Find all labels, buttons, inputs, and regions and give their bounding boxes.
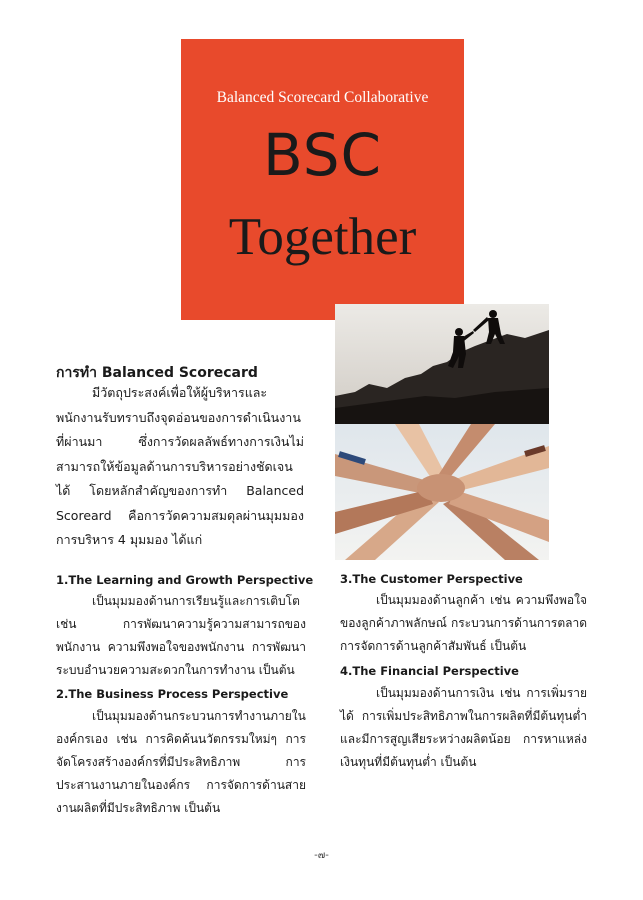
banner-subtitle: Balanced Scorecard Collaborative — [216, 89, 429, 106]
intro-paragraph: มีวัตถุประสงค์เพื่อให้ผู้บริหารและพนักงานรับทราบถึงจุดอ่อนของการดำเนินงานที่ผ่านมา ซึ่งการวัดผลลัพธ์ทางการเงินไม่สามารถให้ข้อมูลด้านการบริหารอย่างชัดเจนได้ โดยหลักสำคัญของการทำ Balanced Scoreard คือการวัดความสมดุลผ่านมุมมองการบริหาร 4 มุมมอง ได้แก่ — [56, 385, 304, 547]
climbers-photo — [335, 304, 549, 426]
section-1-body: เป็นมุมมองด้านการเรียนรู้และการเติบโต เช่น การพัฒนาความรู้ความสามารถของพนักงาน ความพึงพอใจของพนักงาน การพัฒนาระบบอำนวยความสะดวกในการทำงาน เป็นต้น — [56, 594, 306, 677]
section-2-title: 2.The Business Process Perspective — [56, 687, 289, 701]
section-4-title: 4.The Financial Perspective — [340, 664, 519, 678]
section-2-body: เป็นมุมมองด้านกระบวนการทำงานภายในองค์กรเอง เช่น การคิดค้นนวัตกรรมใหม่ๆ การจัดโครงสร้างองค์กรที่มีประสิทธิภาพ การประสานงานภายในองค์กร การจัดการด้านสายงานผลิตที่มีประสิทธิภาพ เป็นต้น — [56, 709, 306, 815]
section-4-body: เป็นมุมมองด้านการเงิน เช่น การเพิ่มรายได้ การเพิ่มประสิทธิภาพในการผลิตที่มีต้นทุนต่ำ และมีการสูญเสียระหว่างผลิตน้อย การหาแหล่งเงินทุนที่มีต้นทุนต่ำ เป็นต้น — [340, 686, 587, 769]
cover-banner — [181, 39, 464, 320]
section-3-title: 3.The Customer Perspective — [340, 572, 523, 586]
banner-title: BSC — [262, 121, 383, 189]
hands-photo — [335, 424, 549, 560]
section-1-title: 1.The Learning and Growth Perspective — [56, 573, 314, 587]
intro-heading: การทำ Balanced Scorecard — [56, 365, 258, 381]
page-number: -๗- — [314, 850, 329, 861]
banner-title-together: Together — [228, 208, 417, 266]
section-3-body: เป็นมุมมองด้านลูกค้า เช่น ความพึงพอใจของลูกค้าภาพลักษณ์ กระบวนการด้านการตลาด การจัดการด้านลูกค้าสัมพันธ์ เป็นต้น — [340, 593, 587, 653]
